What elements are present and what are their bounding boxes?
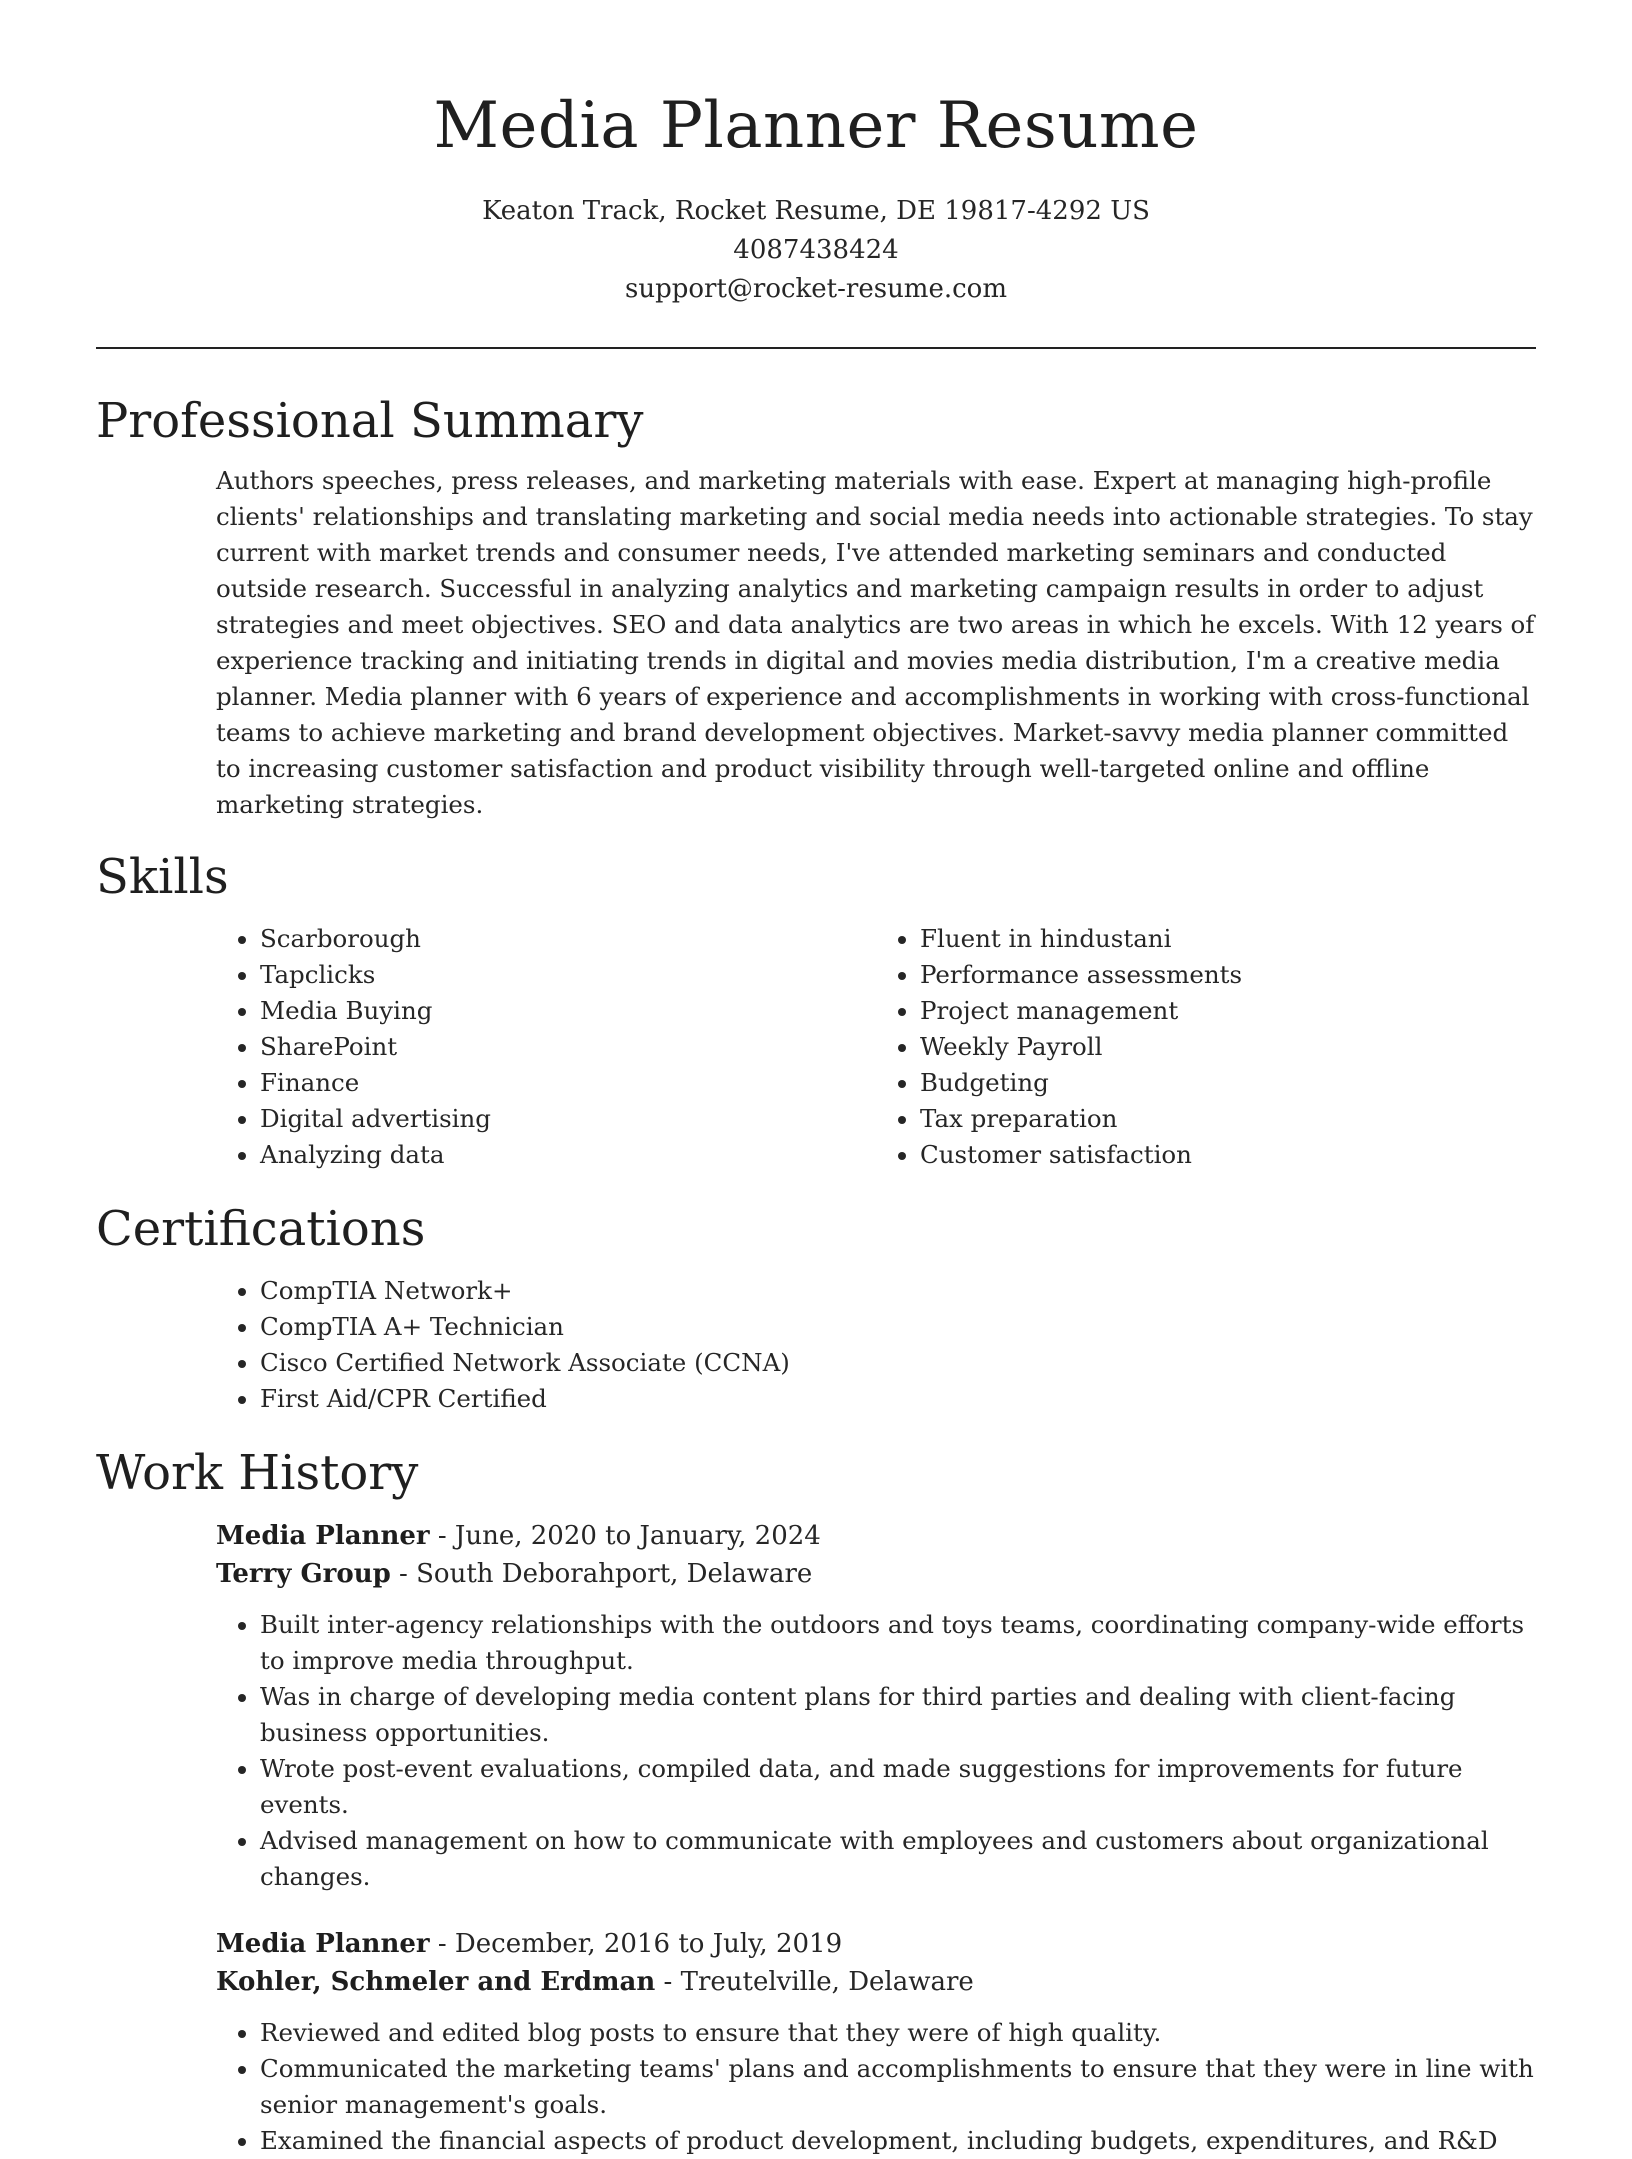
summary-text: Authors speeches, press releases, and marketing materials with ease. Expert at managing high-profile clients' relationships and translating marketing and social media needs into actionable strategies. To stay current with market trends and consumer needs, I've attended marketing seminars and conducted outside research. Successful in analyzing analytics and marketing campaign results in order to adjust strategies and meet objectives. SEO and data analytics are two areas in which he excels. With 12 years of experience tracking and initiating trends in digital and movies media distribution, I'm a creative media planner. Media planner with 6 years of experience and accomplishments in working with cross-functional teams to achieve marketing and brand development objectives. Market-savvy media planner committed to increasing customer satisfaction and product visibility through well-targeted online and offline marketing strategies.: [216, 466, 1535, 819]
job-location: - South Deborahport, Delaware: [390, 1559, 813, 1589]
job-company-line: [216, 1555, 1536, 1593]
skills-list-right: [876, 921, 1536, 1173]
job-location: - Treutelville, Delaware: [655, 1967, 974, 1997]
contact-address: Keaton Track, Rocket Resume, DE 19817-4292 US: [482, 196, 1150, 226]
skill-item: • Scarborough: [260, 921, 876, 957]
job-bullet: • Reviewed and edited blog posts to ensure that they were of high quality.: [260, 2015, 1536, 2051]
skill-item: • Fluent in hindustani: [920, 921, 1536, 957]
skill-item: • Media Buying: [260, 993, 876, 1029]
summary-heading: Professional Summary: [96, 393, 644, 449]
job-bullet: • Advised management on how to communicate with employees and customers about organizational changes.: [260, 1823, 1536, 1895]
skill-item: • SharePoint: [260, 1029, 876, 1065]
job-entry: [216, 1517, 1536, 1895]
skill-item: • Customer satisfaction: [920, 1137, 1536, 1173]
job-company: Kohler, Schmeler and Erdman: [216, 1967, 656, 1997]
certifications-heading: Certifications: [96, 1201, 426, 1257]
job-dates: - June, 2020 to January, 2024: [429, 1521, 821, 1551]
skills-columns: [216, 921, 1536, 1173]
certification-item: • CompTIA A+ Technician: [260, 1309, 1536, 1345]
resume-page: [96, 0, 1536, 2159]
skill-item: • Budgeting: [920, 1065, 1536, 1101]
skill-item: • Weekly Payroll: [920, 1029, 1536, 1065]
job-bullet: • Wrote post-event evaluations, compiled data, and made suggestions for improvements for future events.: [260, 1751, 1536, 1823]
job-entry: [216, 1925, 1536, 2159]
job-dates: - December, 2016 to July, 2019: [429, 1929, 843, 1959]
certification-item: • Cisco Certified Network Associate (CCNA): [260, 1345, 1536, 1381]
certifications-list: [216, 1273, 1536, 1417]
header-divider: [96, 347, 1536, 349]
skill-item: • Performance assessments: [920, 957, 1536, 993]
job-title: Media Planner: [216, 1521, 430, 1551]
job-bullet: • Communicated the marketing teams' plans and accomplishments to ensure that they were in line with senior management's goals.: [260, 2051, 1536, 2123]
skill-item: • Tax preparation: [920, 1101, 1536, 1137]
work-history-heading: Work History: [96, 1445, 419, 1501]
job-bullet: • Was in charge of developing media content plans for third parties and dealing with client-facing business opportunities.: [260, 1679, 1536, 1751]
skills-list-left: [216, 921, 876, 1173]
job-bullets: [216, 2015, 1536, 2159]
contact-email: support@rocket-resume.com: [624, 274, 1007, 304]
job-bullet: • Built inter-agency relationships with the outdoors and toys teams, coordinating company-wide efforts to improve media throughput.: [260, 1607, 1536, 1679]
skill-item: • Finance: [260, 1065, 876, 1101]
contact-phone: 4087438424: [733, 235, 899, 265]
skill-item: • Digital advertising: [260, 1101, 876, 1137]
skill-item: • Project management: [920, 993, 1536, 1029]
job-title: Media Planner: [216, 1929, 430, 1959]
job-company: Terry Group: [216, 1559, 391, 1589]
job-bullet: • Examined the financial aspects of product development, including budgets, expenditures, and R&D: [260, 2123, 1536, 2159]
resume-title: Media Planner Resume: [433, 89, 1199, 163]
job-title-line: [216, 1925, 1536, 1963]
skills-heading: Skills: [96, 849, 229, 905]
job-bullets: [216, 1607, 1536, 1895]
skill-item: • Tapclicks: [260, 957, 876, 993]
contact-block: [96, 192, 1536, 309]
job-company-line: [216, 1963, 1536, 2001]
certification-item: • CompTIA Network+: [260, 1273, 1536, 1309]
job-title-line: [216, 1517, 1536, 1555]
certification-item: • First Aid/CPR Certified: [260, 1381, 1536, 1417]
skill-item: • Analyzing data: [260, 1137, 876, 1173]
